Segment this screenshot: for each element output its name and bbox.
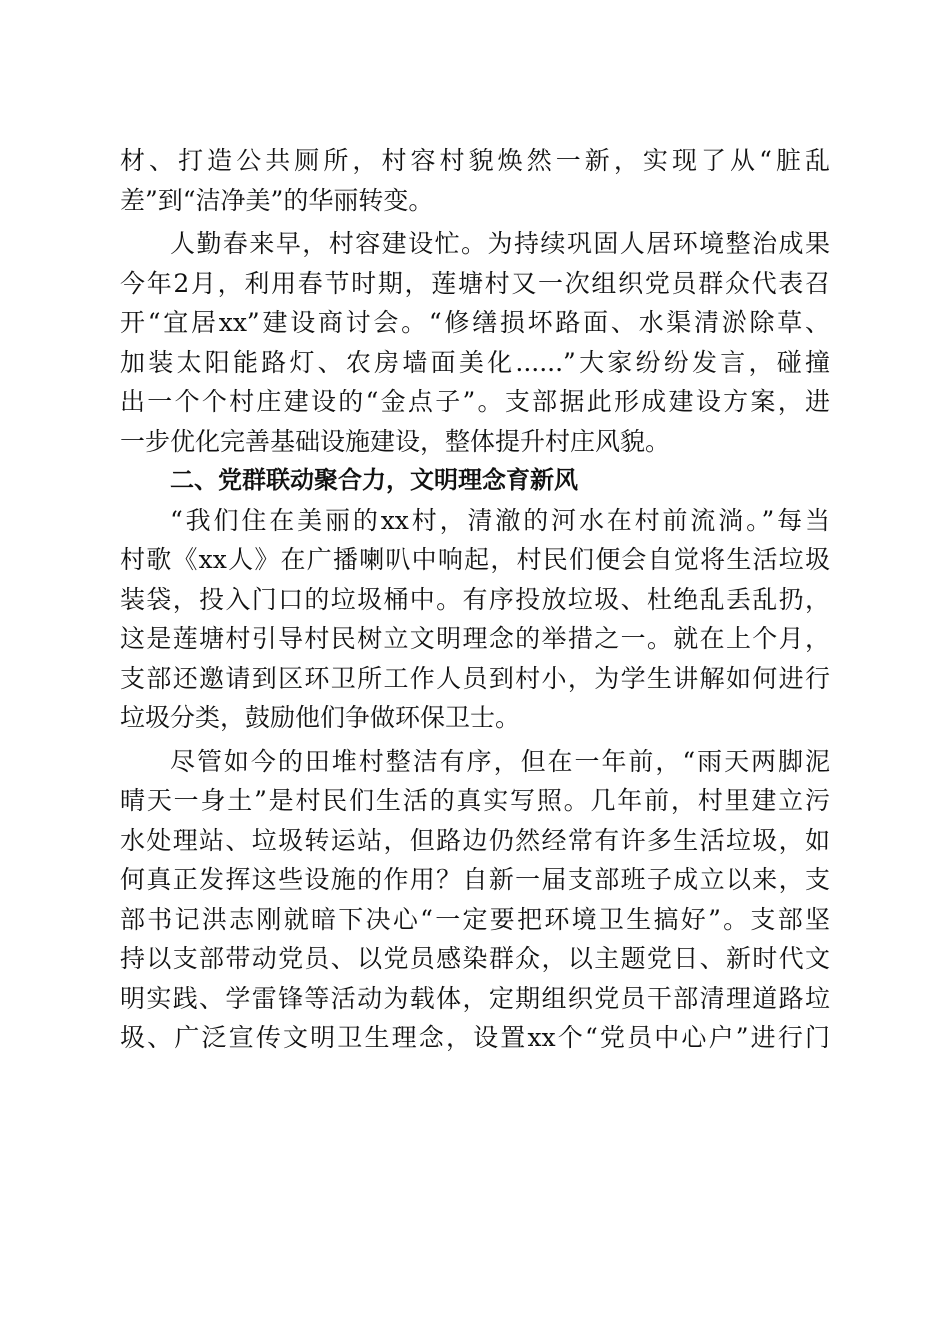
text-line: 人勤春来早，村容建设忙。为持续巩固人居环境整治成果 [170, 229, 830, 258]
section-heading: 二、党群联动聚合力，文明理念育新风 [170, 466, 578, 494]
text-line: 何真正发挥这些设施的作用？自新一届支部班子成立以来，支 [120, 865, 830, 894]
text-line: 圾、广泛宣传文明卫生理念，设置xx个“党员中心户”进行门 [120, 1023, 830, 1052]
text-line: 持以支部带动党员、以党员感染群众，以主题党日、新时代文 [120, 944, 830, 973]
text-line: 差”到“洁净美”的华丽转变。 [120, 185, 434, 215]
text-line: 明实践、学雷锋等活动为载体，定期组织党员干部清理道路垃 [120, 983, 830, 1013]
text-line: 加装太阳能路灯、农房墙面美化......”大家纷纷发言，碰撞 [120, 347, 830, 377]
text-line: 垃圾分类，鼓励他们争做环保卫士。 [120, 703, 521, 732]
text-line: 开“宜居xx”建设商讨会。“修缮损坏路面、水渠清淤除草、 [120, 308, 830, 337]
text-line: 水处理站、垃圾转运站，但路边仍然经常有许多生活垃圾，如 [120, 825, 830, 855]
text-line: 晴天一身土”是村民们生活的真实写照。几年前，村里建立污 [120, 786, 830, 815]
text-line: 今年2月，利用春节时期，莲塘村又一次组织党员群众代表召 [120, 268, 830, 298]
text-line: 部书记洪志刚就暗下决心“一定要把环境卫生搞好”。支部坚 [120, 904, 830, 934]
text-line: “我们住在美丽的xx村，清澈的河水在村前流淌。”每当 [170, 505, 830, 535]
text-line: 村歌《xx人》在广播喇叭中响起，村民们便会自觉将生活垃圾 [120, 545, 830, 574]
text-line: 装袋，投入门口的垃圾桶中。有序投放垃圾、杜绝乱丢乱扔， [120, 584, 830, 614]
document-body [120, 141, 830, 1058]
text-line: 材、打造公共厕所，村容村貌焕然一新，实现了从“脏乱 [120, 146, 830, 175]
text-line: 一步优化完善基础设施建设，整体提升村庄风貌。 [120, 426, 671, 456]
paragraph [120, 224, 830, 461]
text-line: 支部还邀请到区环卫所工作人员到村小，为学生讲解如何进行 [120, 663, 830, 693]
paragraph [120, 501, 830, 738]
paragraph [120, 742, 830, 1058]
paragraph [120, 141, 830, 220]
text-line: 这是莲塘村引导村民树立文明理念的举措之一。就在上个月， [120, 624, 830, 653]
text-line: 出一个个村庄建设的“金点子”。支部据此形成建设方案，进 [120, 387, 830, 416]
text-line: 尽管如今的田堆村整洁有序，但在一年前，“雨天两脚泥 [170, 746, 830, 776]
